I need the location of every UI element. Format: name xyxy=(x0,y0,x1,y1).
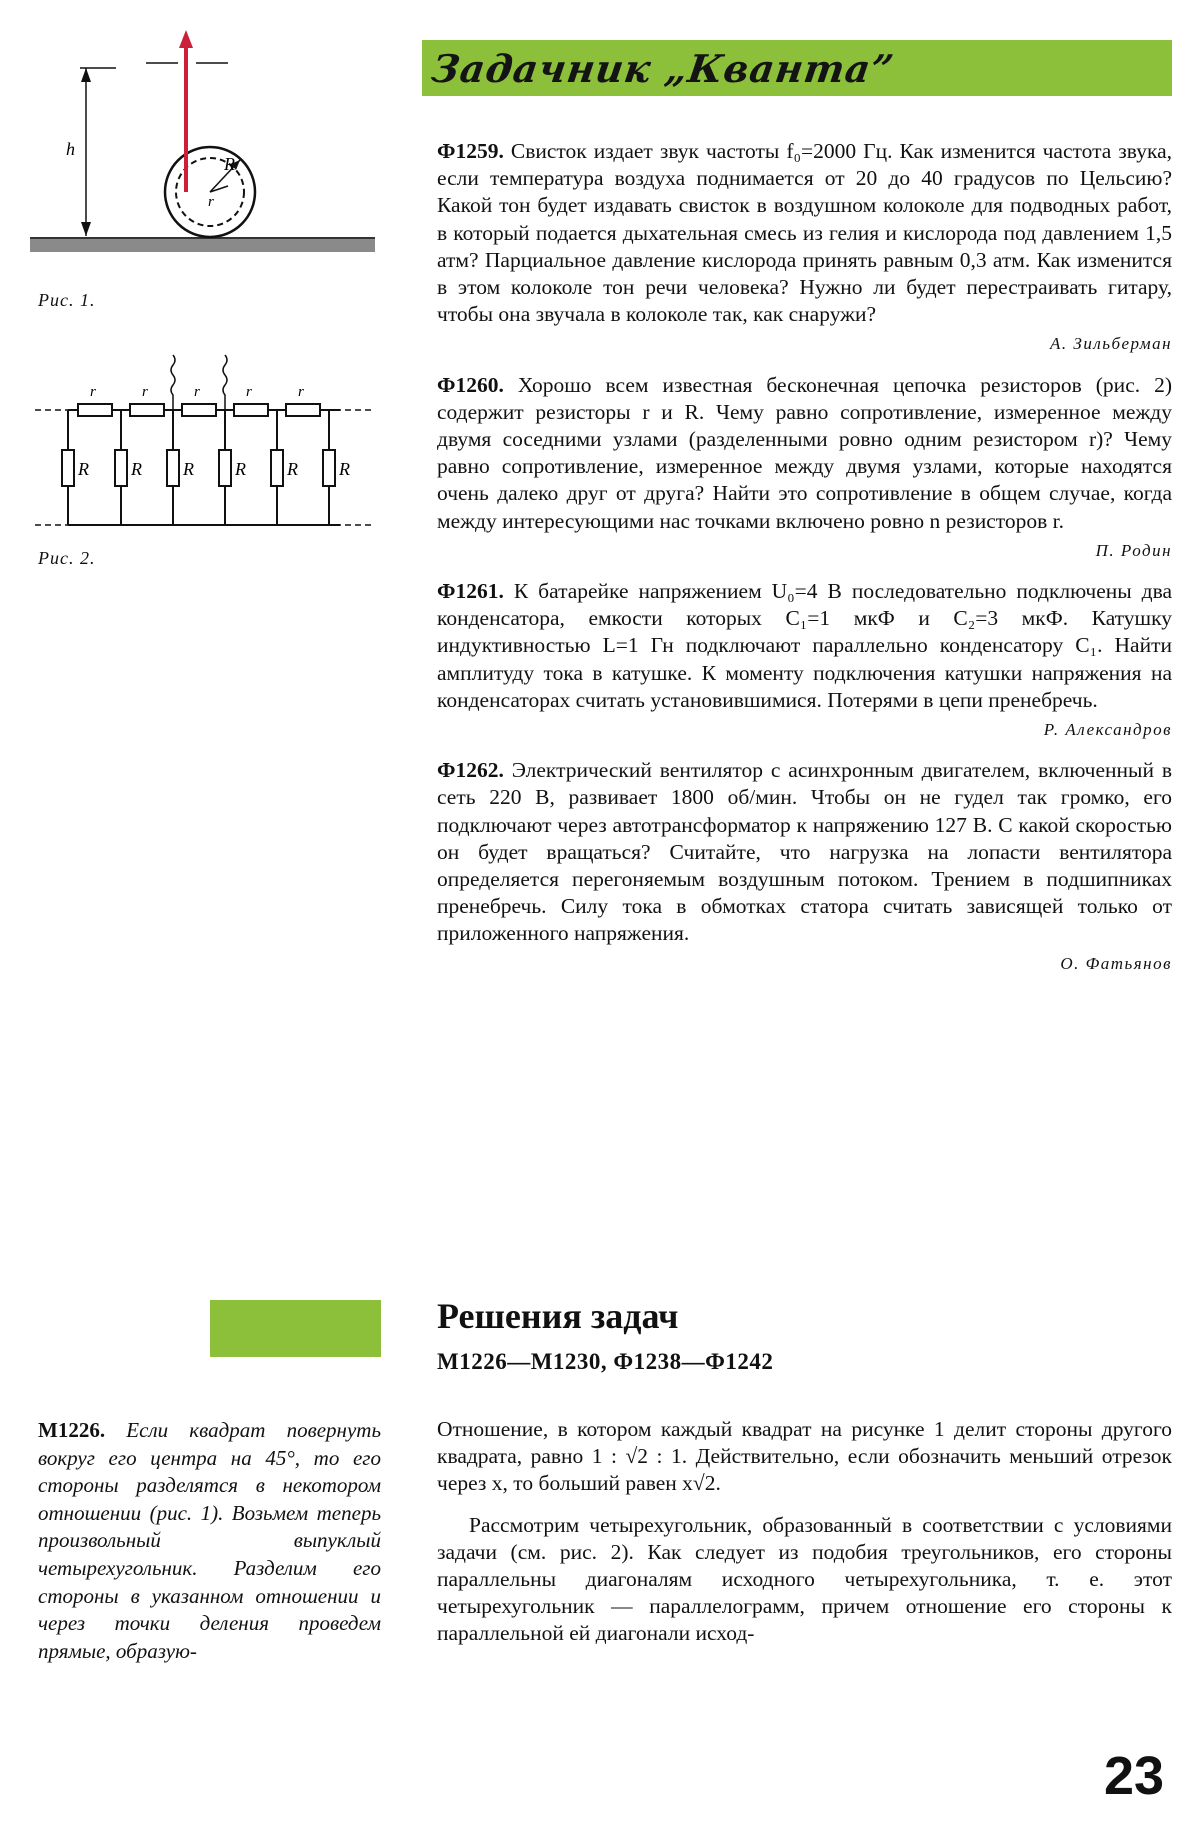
problem-number: Ф1262. xyxy=(437,758,504,783)
fig2-r-1: r xyxy=(90,384,96,400)
problem-author: О. Фатьянов xyxy=(1060,953,1172,973)
label-r: r xyxy=(208,194,214,210)
problem-number: Ф1260. xyxy=(437,372,504,397)
solution-paragraph-2: Рассмотрим четырехугольник, образованный в соответствии с условиями задачи (см. рис. 2). Как следует из подобия треугольников, его стороны параллельны диагоналям исходного четырехугольника, т. е. этот четырехугольник — параллелограмм, причем отношение его стороны к параллельной ей диагонали исход- xyxy=(437,1512,1172,1646)
section-subtitle: М1226—М1230, Ф1238—Ф1242 xyxy=(437,1349,774,1374)
fig2-R-2: R xyxy=(131,459,142,479)
fig2-r-5: r xyxy=(298,384,304,400)
fig2-r-4: r xyxy=(246,384,252,400)
problem-number: Ф1259. xyxy=(437,139,504,163)
label-h: h xyxy=(66,139,75,159)
solution-body xyxy=(437,1416,1172,1662)
fig2-R-4: R xyxy=(235,459,246,479)
problem-f1261 xyxy=(437,578,1172,743)
section-banner xyxy=(422,40,1172,96)
problem-text: Хорошо всем известная бесконечная цепочка резисторов (рис. 2) содержит резисторы r и R. Чему равно сопротивление, измеренное между двумя соседними узлами (разделенными ровно одним резистором r)? Чему равно сопротивление, измеренное между двумя узлами, которые находятся очень далеко друг от друга? Найти это сопротивление в общем случае, когда между интересующими нас точками включено ровно n резисторов r. xyxy=(437,372,1172,533)
banner-title: Задачник „Кванта” xyxy=(428,45,898,91)
figure-1-wheel xyxy=(28,20,378,280)
figure-1-caption: Рис. 1. xyxy=(38,290,96,310)
figure-2-resistor-chain xyxy=(30,350,380,535)
solution-paragraph-1: Отношение, в котором каждый квадрат на рисунке 1 делит стороны другого квадрата, равно 1 : √2 : 1. Действительно, если обозначить меньший отрезок через x, то больший равен x√2. xyxy=(437,1417,1172,1496)
fig2-r-3: r xyxy=(194,384,200,400)
problem-text: Электрический вентилятор с асинхронным двигателем, включенный в сеть 220 В, развивает 1800 об/мин. Чтобы он не гудел так громко, его подключают через автотрансформатор к напряжению 127 В. С какой скоростью он будет вращаться? Считайте, что нагрузка на лопасти вентилятора определяется перегоняемым воздушным потоком. Трением в подшипниках пренебречь. Силу тока в обмотках статора считать зависящей только от приложенного напряжения. xyxy=(437,758,1172,946)
fig2-R-6: R xyxy=(339,459,350,479)
fig2-R-3: R xyxy=(183,459,194,479)
problem-author: А. Зильберман xyxy=(1050,334,1172,354)
problem-f1259 xyxy=(437,138,1172,358)
fig2-R-5: R xyxy=(287,459,298,479)
fig2-R-1: R xyxy=(78,459,89,479)
problem-f1260 xyxy=(437,372,1172,564)
problem-number: Ф1261. xyxy=(437,579,504,604)
problem-f1262 xyxy=(437,757,1172,977)
page-number: 23 xyxy=(1104,1746,1165,1806)
sidebar-problem-statement xyxy=(38,1417,381,1665)
sidebar-number: М1226. xyxy=(38,1418,106,1442)
problem-author: П. Родин xyxy=(1095,540,1172,560)
ground xyxy=(30,238,375,252)
section-title: Решения задач xyxy=(437,1296,679,1336)
problem-text: Свисток издает звук частоты f₀=2000 Гц. Как изменится частота звука, если температура воздуха поднимается от 20 до 40 градусов по Цельсию? Какой тон будет издавать свисток в воздушном колоколе для подводных работ, в который подается дыхательная смесь из гелия и кислорода под давлением 1,5 атм? Парциальное давление кислорода принять равным 0,3 атм. Как изменится в этом колоколе тон речи человека? Нужно ли будет перестраивать гитару, чтобы она звучала в колоколе так, как снаружи? xyxy=(437,139,1173,327)
label-R: R xyxy=(224,154,235,174)
problem-author: Р. Александров xyxy=(1043,720,1172,740)
figure-2-caption: Рис. 2. xyxy=(38,548,96,568)
fig2-r-2: r xyxy=(142,384,148,400)
problems-list xyxy=(437,138,1172,977)
sidebar-text: Если квадрат повернуть вокруг его центра на 45°, то его стороны разделятся в некотором отношении (рис. 1). Возьмем теперь произвольный выпуклый четырехугольник. Разделим его стороны в указанном отношении и через точки деления проведем прямые, образую- xyxy=(38,1418,382,1663)
section-marker xyxy=(210,1300,381,1357)
problem-text: К батарейке напряжением U₀=4 В последовательно подключены два конденсатора, емкости которых C₁=1 мкФ и C₂=3 мкФ. Катушку индуктивностью L=1 Гн подключают параллельно конденсатору C₁. Найти амплитуду тока в катушке. К моменту подключения катушки напряжения на конденсаторах считать установившимися. Потерями в цепи пренебречь. xyxy=(437,579,1173,712)
